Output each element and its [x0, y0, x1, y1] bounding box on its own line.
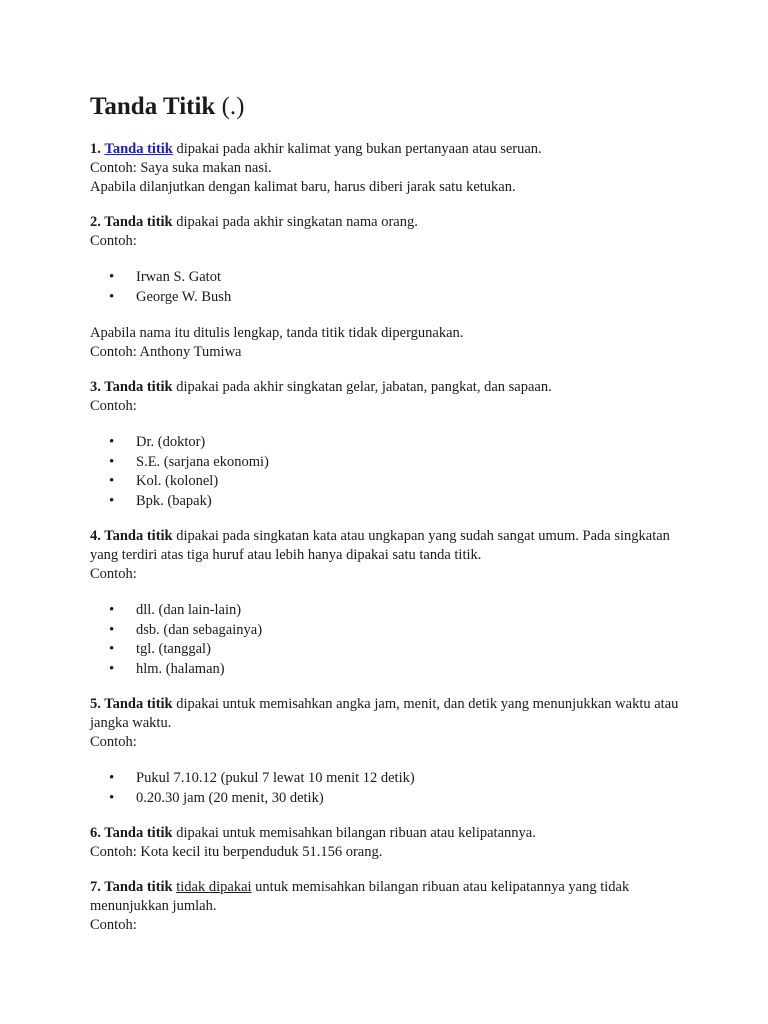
rule-4-heading: [90, 528, 173, 544]
list-item: • hlm. (halaman): [136, 660, 680, 680]
list-item: • S.E. (sarjana ekonomi): [136, 453, 680, 473]
rule-4-number: 4.: [90, 528, 101, 544]
rule-5-example-label: Contoh:: [90, 734, 137, 750]
rule-3-example-list: [90, 433, 680, 511]
title-main: Tanda Titik: [90, 93, 216, 120]
list-item: • Dr. (doktor): [136, 433, 680, 453]
page-title: [90, 92, 680, 122]
rule-3-term: Tanda titik: [104, 379, 173, 395]
list-item: • dsb. (dan sebagainya): [136, 621, 680, 641]
section-2: [90, 213, 680, 362]
rule-6-number: 6.: [90, 825, 101, 841]
rule-1-number: 1.: [90, 141, 101, 157]
rule-2-example-list: [90, 268, 680, 307]
rule-4-term: Tanda titik: [104, 528, 173, 544]
list-item: • Bpk. (bapak): [136, 492, 680, 512]
rule-2-heading: [90, 214, 173, 230]
section-5: [90, 695, 680, 808]
rule-2-body: dipakai pada akhir singkatan nama orang.: [172, 214, 418, 230]
rule-6-heading: [90, 825, 173, 841]
list-item: • George W. Bush: [136, 288, 680, 308]
rule-3-example-label: Contoh:: [90, 398, 137, 414]
title-paren: (.): [221, 93, 245, 120]
rule-5-heading: [90, 696, 173, 712]
rule-3-heading: [90, 379, 173, 395]
rule-6-body: dipakai untuk memisahkan bilangan ribuan atau kelipatannya.: [172, 825, 536, 841]
rule-7-term: Tanda titik: [104, 879, 173, 895]
rule-7-number: 7.: [90, 879, 101, 895]
rule-4-text: [90, 527, 680, 565]
rule-5-example-list: [90, 769, 680, 808]
list-item: • 0.20.30 jam (20 menit, 30 detik): [136, 789, 680, 809]
list-item: • Pukul 7.10.12 (pukul 7 lewat 10 menit 12 detik): [136, 769, 680, 789]
list-item: • dll. (dan lain-lain): [136, 601, 680, 621]
tanda-titik-link[interactable]: Tanda titik: [104, 141, 173, 157]
rule-7-underlined: tidak dipakai: [176, 879, 252, 895]
rule-6-text: [90, 824, 680, 843]
rule-5-body: dipakai untuk memisahkan angka jam, menit, dan detik yang menunjukkan waktu atau jangka waktu.: [90, 696, 679, 731]
section-7: [90, 878, 680, 935]
section-4: [90, 527, 680, 679]
rule-1-text: [90, 140, 680, 159]
section-3: [90, 378, 680, 511]
rule-5-text: [90, 695, 680, 733]
rule-2-example-label: Contoh:: [90, 233, 137, 249]
rule-7-heading: [90, 879, 173, 895]
rule-6-example: Contoh: Kota kecil itu berpenduduk 51.156 orang.: [90, 844, 383, 860]
rule-2-text: [90, 213, 680, 232]
rule-2-after-note: Apabila nama itu ditulis lengkap, tanda titik tidak dipergunakan.: [90, 325, 464, 341]
rule-7-body: untuk memisahkan bilangan ribuan atau kelipatannya yang tidak menunjukkan jumlah.: [90, 879, 630, 914]
rule-5-term: Tanda titik: [104, 696, 173, 712]
document-page: [90, 92, 680, 951]
rule-3-number: 3.: [90, 379, 101, 395]
rule-1-note: Apabila dilanjutkan dengan kalimat baru, harus diberi jarak satu ketukan.: [90, 179, 516, 195]
rule-4-body: dipakai pada singkatan kata atau ungkapan yang sudah sangat umum. Pada singkatan yang terdiri atas tiga huruf atau lebih hanya dipakai satu tanda titik.: [90, 528, 670, 563]
rule-2-after-example: Contoh: Anthony Tumiwa: [90, 344, 242, 360]
rule-4-example-label: Contoh:: [90, 566, 137, 582]
rule-5-number: 5.: [90, 696, 101, 712]
rule-6-term: Tanda titik: [104, 825, 173, 841]
rule-4-example-list: [90, 601, 680, 679]
list-item: • Kol. (kolonel): [136, 472, 680, 492]
rule-3-body: dipakai pada akhir singkatan gelar, jabatan, pangkat, dan sapaan.: [172, 379, 552, 395]
rule-7-example-label: Contoh:: [90, 917, 137, 933]
section-6: [90, 824, 680, 862]
rule-1-body: dipakai pada akhir kalimat yang bukan pertanyaan atau seruan.: [172, 141, 542, 157]
rule-1-example: Contoh: Saya suka makan nasi.: [90, 160, 272, 176]
list-item: • Irwan S. Gatot: [136, 268, 680, 288]
list-item: • tgl. (tanggal): [136, 640, 680, 660]
rule-2-number: 2.: [90, 214, 101, 230]
section-1: [90, 140, 680, 197]
rule-2-term: Tanda titik: [104, 214, 173, 230]
rule-7-text: [90, 878, 680, 916]
rule-3-text: [90, 378, 680, 397]
